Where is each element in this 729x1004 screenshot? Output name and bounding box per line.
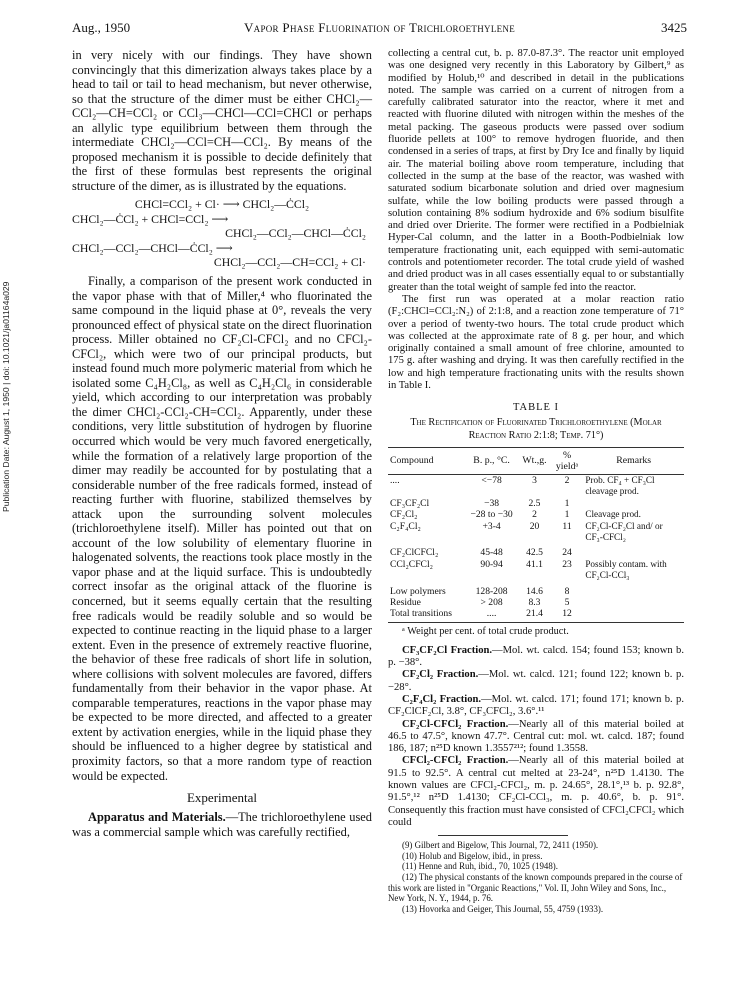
table-row [388,559,684,582]
footnote-10: (10) Holub and Bigelow, ibid., in press. [402,850,543,861]
cell-bp: .... [465,608,518,622]
col-header: B. p., °C. [465,447,518,474]
running-header [72,20,687,36]
paragraph-fraction-5 [388,755,684,829]
download-watermark [0,220,26,560]
fraction-label: CFCl₂-CFCl₂ Fraction. [402,755,509,767]
cell-yield: 2 [564,474,570,486]
cell-wt: 21.4 [518,608,551,622]
section-heading-experimental: Experimental [186,790,258,806]
table-label: TABLE I [512,402,560,414]
cell-wt: 14.6 [526,585,543,597]
apparatus-text: —The trichloroethylene used was a commercial sample which was carefully rectified, [72,810,372,839]
cell-remarks: Prob. CF₄ + CF₃Cl cleavage prod. [585,474,655,497]
paragraph-fraction-2 [388,669,684,694]
table-row [388,521,684,544]
table-row [388,498,684,509]
cell-compound: Residue [390,596,421,608]
cell-yield: 12 [551,608,584,622]
cell-bp: 128-208 [475,585,508,597]
cell-bp: −28 to −30 [470,509,513,521]
table-header-row [388,447,684,474]
cell-yield: 5 [564,596,570,608]
equation-line-2: CHCl₂—ĊCl₂ + CHCl=CCl₂ ⟶ [72,211,229,226]
equation-line-4: CHCl₂—CCl₂—CHCl—ĊCl₂ ⟶ [72,240,233,255]
cell-compound: .... [390,474,400,486]
watermark-line-2: Publication Date: August 1, 1950 | doi: 10.1021/ja01164a029 [1,281,11,512]
col-header: Compound [388,447,465,474]
table-footnote: ᵃ Weight per cent. of total crude product. [402,625,569,637]
table-row [388,543,684,558]
header-title: Vapor Phase Fluorination of Trichloroethylene [243,20,516,35]
paragraph-fraction-4 [388,719,684,756]
cell-yield: 24 [562,547,572,559]
run-in-heading: Apparatus and Materials. [88,810,226,825]
cell-wt: 3 [532,474,537,486]
cell-wt: 41.1 [526,558,543,570]
cell-compound: CF₂ClCFCl₂ [390,547,439,559]
page-number: 3425 [661,20,687,35]
cell-yield: 23 [562,558,572,570]
paragraph-reactor: collecting a central cut, b. p. 87.0-87.3°. The reactor unit employed was one designed very recently in this Laboratory by Gilbert,⁹ as modified by Holub,¹⁰ and described in detail in the publications noted. The sample was carried on a current of nitrogen from a carefully calibrated saturator into the reactor, where it met and reacted with fluorine diluted with nitrogen within the meshes of the metal packing. The gaseous products were passed over sodium fluoride pellets at 100° to remove hydrogen fluoride, and then condensed in a series of traps, at first by Dry Ice and finally by liquid air. The material boiling above room temperature, including that collected in the sump at the base of the reactor, was washed with saturated sodium bicarbonate solution and dried over magnesium sulfate, while the low boiling products were passed through a solution containing 8% sodium hydroxide and 6% sodium bisulfite and dried over Drierite. The former were rectified in a Podbielniak Hyper-Cal column, and the latter in a Booth-Podbielniak low temperature fractionating unit, each equipped with semi-automatic controls and potentiometer recorder. The total crude yield of washed and dried product was in all cases essentially equal to or substantially greater than the total weight of sample fed into the reactor. [388,48,684,293]
results-table [388,447,684,623]
equation-line-1: CHCl=CCl₂ + Cl· ⟶ CHCl₂—ĊCl₂ [134,197,310,212]
equation-line-5: CHCl₂—CCl₂—CH=CCl₂ + Cl· [213,255,366,270]
col-header: Remarks [583,447,684,474]
fraction-text: —Mol. wt. calcd. 154; found 153; known b. p. −38°. [388,644,684,669]
paragraph-fraction-1 [388,645,684,670]
table-row [388,597,684,608]
cell-yield: 11 [562,520,572,532]
col-header: Wt.,g. [518,447,551,474]
fraction-text: —Mol. wt. calcd. 171; found 171; known b. p. CF₂ClCF₂Cl, 3.8°, CF₃CFCl₂, 3.6°.¹¹ [388,693,684,718]
cell-compound: CF₃CF₂Cl [390,497,430,509]
col-header: % yieldᵃ [551,447,584,474]
paragraph-dimer-structure: in very nicely with our findings. They have shown convincingly that this dimerization always takes place by a head to tail or tail to head mechanism, but never otherwise, so that the structure of the dimer must be either CHCl₂—CCl₂—CH=CCl₂ or CCl₃—CHCl—CCl=CHCl or perhaps an allylic type equilibrium between them through the intermediate CHCl₂—CCl=CH—CCl₂. By means of the proposed mechanism it is possible to decide definitely that the first of these formulas best represents the original structure of the dimer, as is illustrated by the equations. [72,48,372,193]
cell-remarks [583,608,684,622]
cell-yield: 1 [564,509,570,521]
table-row [388,582,684,597]
cell-bp: <−78 [481,474,502,486]
table-row [388,608,684,622]
left-column [72,48,372,839]
cell-remarks [583,582,684,597]
right-column [388,48,684,914]
fraction-text: —Nearly all of this material boiled at 46.5 to 47.5°, known 47.7°. Central cut: mol. wt. calcd. 187; found 186, 187; n²⁵D known 1.3557²¹²; found 1.3558. [388,718,684,755]
cell-yield: 1 [564,497,570,509]
fraction-label: CF₃CF₂Cl Fraction. [402,644,493,656]
equation-block [72,197,372,270]
footnote-13: (13) Hovorka and Geiger, This Journal, 55, 4759 (1933). [402,903,604,914]
table-row [388,474,684,497]
table-row [388,509,684,520]
cell-bp: > 208 [480,596,503,608]
paragraph-first-run: The first run was operated at a molar reaction ratio (F₂:CHCl=CCl₂:N₂) of 2:1:8, and a reaction zone temperature of 71° over a period of twenty-two hours. The total crude product which was collected at the approximate rate of 8 g. per hour, and which originally contained a small amount of free chlorine, amounted to 175 g. after washing and drying. It was then carefully rectified in the low and high temperature fractionating units with the results shown in Table I. [388,293,684,392]
cell-remarks [583,543,684,558]
cell-wt: 2 [532,509,537,521]
cell-compound: Low polymers [390,585,446,597]
cell-bp: 90-94 [480,558,503,570]
cell-compound: C₂F₄Cl₂ [390,520,421,532]
footnote-12: (12) The physical constants of the known compounds prepared in the course of this work are listed in "Organic Reactions," Vol. II, John Wiley and Sons, Inc., New York, N. Y., 1944, p. 76. [388,872,683,904]
cell-wt: 20 [529,520,540,532]
cell-bp: −38 [484,497,500,509]
fraction-text: —Mol. wt. calcd. 121; found 122; known b. p. −28°. [388,669,684,693]
table-caption: The Rectification of Fluorinated Trichloroethylene (Molar Reaction Ratio 2:1:8; Temp. 71°) [410,417,662,441]
fraction-label: CF₂Cl₂ Fraction. [402,669,479,681]
fraction-label: CF₂Cl-CFCl₂ Fraction. [402,718,509,730]
cell-remarks: Possibly contam. with CF₂Cl-CCl₃ [585,558,667,581]
cell-yield: 8 [564,585,570,597]
equation-line-3: CHCl₂—CCl₂—CHCl—ĊCl₂ [225,226,366,241]
cell-remarks: Cleavage prod. [585,509,641,520]
cell-remarks: CF₂Cl-CF₂Cl and/ or CF₃-CFCl₂ [585,520,663,542]
cell-wt: 2.5 [528,497,541,509]
paragraph-fraction-3 [388,694,684,719]
cell-compound: CF₂Cl₂ [390,509,418,521]
fraction-text: —Nearly all of this material boiled at 91.5 to 92.5°. A central cut melted at 23-24°, n²⁵D 1.4130. The known values are CFCl₂-CFCl₂, m. p. 24.65°, 28.1°,¹³ b. p. 92.8°, 91.5°,¹² n²⁵D 1.4130; CF₂Cl-CCl₃, m. p. 40.6°, b. p. 91°. Consequently this fraction must have consisted of CFCl₂CFCl₂ which could [388,755,684,828]
cell-bp: 45-48 [480,547,503,559]
paragraph-apparatus [72,810,372,839]
cell-wt: 42.5 [526,547,543,559]
fraction-label: C₂F₄Cl₂ Fraction. [402,693,482,705]
cell-compound: CCl₂CFCl₂ [390,558,433,570]
cell-bp: +3-4 [482,520,501,532]
cell-remarks [583,498,684,509]
header-date: Aug., 1950 [72,20,131,35]
cell-remarks [583,597,684,608]
paragraph-comparison: Finally, a comparison of the present work conducted in the vapor phase with that of Miller,⁴ who fluorinated the same compound in the liquid phase at 0°, reveals the very pronounced effect of physical state on the direct fluorination process. Miller obtained no CF₂Cl-CFCl₂ and no CFCl₂-CFCl₂, which were two of our principal products, but instead found much more polymeric material from which he isolated some C₄H₂Cl₈, as well as C₄H₂Cl₆ in considerable yield, which according to our interpretation was probably the dimer CHCl₂-CCl₂-CH=CCl₂. Apparently, under these conditions, very little substitution of hydrogen by fluorine occurred which would be very much favored energetically, while the formation of a relatively large proportion of the dimer may readily be accounted for by postulating that a considerable number of the free radicals formed, instead of reacting further with fluorine, stabilized themselves by attack upon the surrounding solvent molecules (trichloroethylene itself). Miller has pointed out that on account of the low solubility of elementary fluorine in halogenated solvents, the reactions took place mostly in the vapor phase and at the liquid surface. This is undoubtedly correct insofar as the original attack of the fluorine is concerned, but it seems equally certain that the resulting free radicals would be readily soluble and so would be expected to continue reacting in the liquid phase to a larger extent. Even in the presence of extremely reactive fluorine, the behavior of these free radicals of short life in solution, where collisions with solvent molecules are favored, differs fundamentally from their behavior in the vapor phase. At comparable temperatures, reactions in the vapor phase may be expected to be more directed, and affected to a greater extent by activation energies, while in the liquid phase they should be influenced to a higher degree by statistical and proximity factors, so that a more random type of reaction would be expected. [72,273,372,783]
footnote-11: (11) Henne and Ruh, ibid., 70, 1025 (1948). [402,861,558,872]
footnote-9: (9) Gilbert and Bigelow, This Journal, 72, 2411 (1950). [402,840,599,851]
cell-compound: Total transitions [388,608,465,622]
cell-wt: 8.3 [528,596,541,608]
footnote-divider [438,835,568,836]
